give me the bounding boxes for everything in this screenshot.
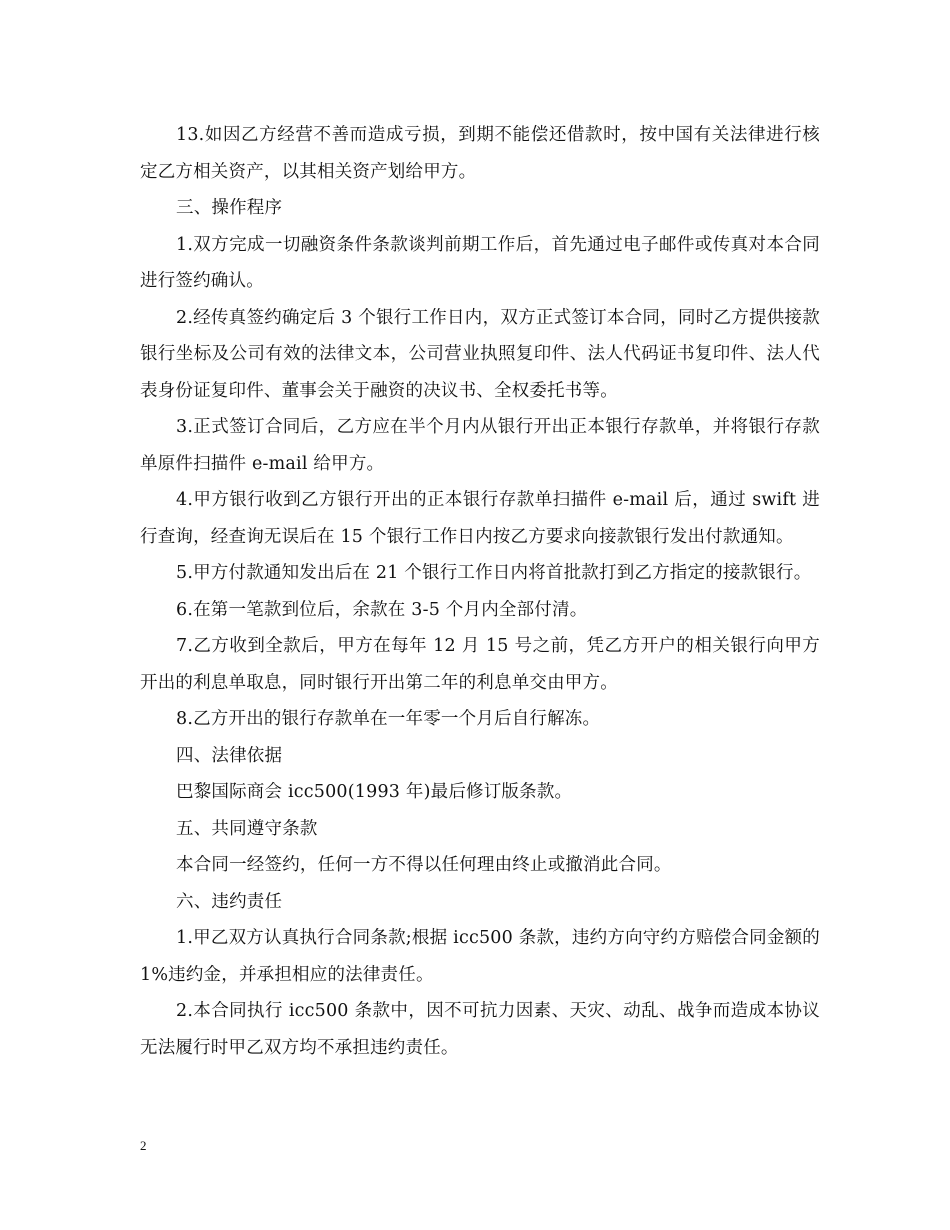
- operation-step-7: 7.乙方收到全款后，甲方在每年 12 月 15 号之前，凭乙方开户的相关银行向甲方开出的利息单取息，同时银行开出第二年的利息单交由甲方。: [140, 636, 820, 693]
- operation-step-1: 1.双方完成一切融资条件条款谈判前期工作后，首先通过电子邮件或传真对本合同进行签约确认。: [140, 234, 820, 291]
- section-heading-breach-liability: 六、违约责任: [176, 891, 283, 912]
- section-heading-operation-procedure: 三、操作程序: [176, 198, 283, 218]
- legal-basis-text: 巴黎国际商会 icc500(1993 年)最后修订版条款。: [176, 782, 573, 802]
- operation-step-3: 3.正式签订合同后，乙方应在半个月内从银行开出正本银行存款单，并将银行存款单原件扫描件 e-mail 给甲方。: [140, 417, 820, 474]
- breach-clause-2: 2.本合同执行 icc500 条款中，因不可抗力因素、天灾、动乱、战争而造成本协议无法履行时甲乙双方均不承担违约责任。: [140, 1001, 820, 1058]
- operation-step-4: 4.甲方银行收到乙方银行开出的正本银行存款单扫描件 e-mail 后，通过 swift 进行查询，经查询无误后在 15 个银行工作日内按乙方要求向接款银行发出付款通知。: [140, 490, 820, 547]
- common-terms-text: 本合同一经签约，任何一方不得以任何理由终止或撤消此合同。: [176, 855, 672, 875]
- section-heading-common-terms: 五、共同遵守条款: [176, 818, 318, 839]
- section-heading-legal-basis: 四、法律依据: [176, 745, 283, 766]
- operation-step-2: 2.经传真签约确定后 3 个银行工作日内，双方正式签订本合同，同时乙方提供接款银行坐标及公司有效的法律文本，公司营业执照复印件、法人代码证书复印件、法人代表身份证复印件、董事会关于融资的决议书、全权委托书等。: [140, 307, 820, 401]
- clause-13: 13.如因乙方经营不善而造成亏损，到期不能偿还借款时，按中国有关法律进行核定乙方相关资产，以其相关资产划给甲方。: [140, 125, 820, 182]
- operation-step-8: 8.乙方开出的银行存款单在一年零一个月后自行解冻。: [176, 709, 601, 729]
- operation-step-6: 6.在第一笔款到位后，余款在 3-5 个月内全部付清。: [176, 599, 588, 620]
- page-number: 2: [140, 1138, 147, 1153]
- operation-step-5: 5.甲方付款通知发出后在 21 个银行工作日内将首批款打到乙方指定的接款银行。: [176, 563, 812, 583]
- breach-clause-1: 1.甲乙双方认真执行合同条款;根据 icc500 条款，违约方向守约方赔偿合同金额的 1%违约金，并承担相应的法律责任。: [140, 928, 820, 985]
- document-body: [140, 117, 820, 1066]
